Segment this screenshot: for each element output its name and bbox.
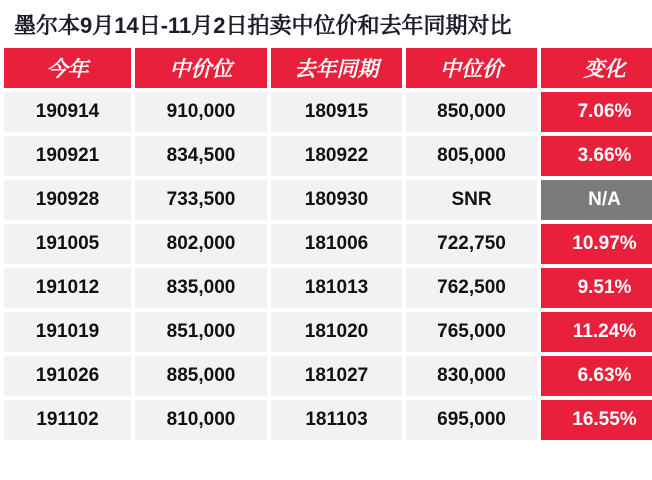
cell-this-year: 191005: [4, 224, 131, 264]
column-header-last-year-period: 去年同期: [271, 48, 402, 88]
cell-change: 10.97%: [541, 224, 652, 264]
table-body: [4, 92, 652, 440]
column-header-change: 变化: [541, 48, 652, 88]
cell-change: 6.63%: [541, 356, 652, 396]
table-row: [4, 92, 652, 132]
table-row: [4, 180, 652, 220]
cell-this-year: 191102: [4, 400, 131, 440]
cell-last-year-median: 695,000: [406, 400, 537, 440]
column-header-median-price: 中价位: [135, 48, 267, 88]
cell-change: 7.06%: [541, 92, 652, 132]
cell-this-year: 190921: [4, 136, 131, 176]
table-row: [4, 224, 652, 264]
cell-last-year-median: 850,000: [406, 92, 537, 132]
table-row: [4, 356, 652, 396]
table-row: [4, 400, 652, 440]
cell-median-price: 851,000: [135, 312, 267, 352]
cell-median-price: 885,000: [135, 356, 267, 396]
cell-median-price: 733,500: [135, 180, 267, 220]
table-header-row: [4, 48, 652, 88]
cell-change: 9.51%: [541, 268, 652, 308]
cell-this-year: 190928: [4, 180, 131, 220]
column-header-this-year: 今年: [4, 48, 131, 88]
cell-last-year-median: 805,000: [406, 136, 537, 176]
cell-last-year-median: 765,000: [406, 312, 537, 352]
cell-last-year-median: 830,000: [406, 356, 537, 396]
cell-last-year-period: 180930: [271, 180, 402, 220]
cell-last-year-period: 181103: [271, 400, 402, 440]
cell-median-price: 810,000: [135, 400, 267, 440]
cell-last-year-period: 180915: [271, 92, 402, 132]
cell-change: N/A: [541, 180, 652, 220]
table-row: [4, 268, 652, 308]
cell-last-year-median: SNR: [406, 180, 537, 220]
auction-comparison-table: [0, 44, 652, 444]
cell-change: 3.66%: [541, 136, 652, 176]
cell-this-year: 191019: [4, 312, 131, 352]
cell-last-year-median: 722,750: [406, 224, 537, 264]
cell-this-year: 191026: [4, 356, 131, 396]
cell-median-price: 835,000: [135, 268, 267, 308]
cell-last-year-period: 180922: [271, 136, 402, 176]
cell-change: 11.24%: [541, 312, 652, 352]
page-title: 墨尔本9月14日-11月2日拍卖中位价和去年同期对比: [14, 13, 512, 38]
cell-last-year-median: 762,500: [406, 268, 537, 308]
column-header-last-year-median: 中位价: [406, 48, 537, 88]
table-row: [4, 136, 652, 176]
cell-median-price: 802,000: [135, 224, 267, 264]
table-row: [4, 312, 652, 352]
cell-this-year: 190914: [4, 92, 131, 132]
cell-last-year-period: 181020: [271, 312, 402, 352]
cell-median-price: 910,000: [135, 92, 267, 132]
cell-this-year: 191012: [4, 268, 131, 308]
cell-last-year-period: 181013: [271, 268, 402, 308]
cell-last-year-period: 181006: [271, 224, 402, 264]
cell-last-year-period: 181027: [271, 356, 402, 396]
cell-median-price: 834,500: [135, 136, 267, 176]
cell-change: 16.55%: [541, 400, 652, 440]
